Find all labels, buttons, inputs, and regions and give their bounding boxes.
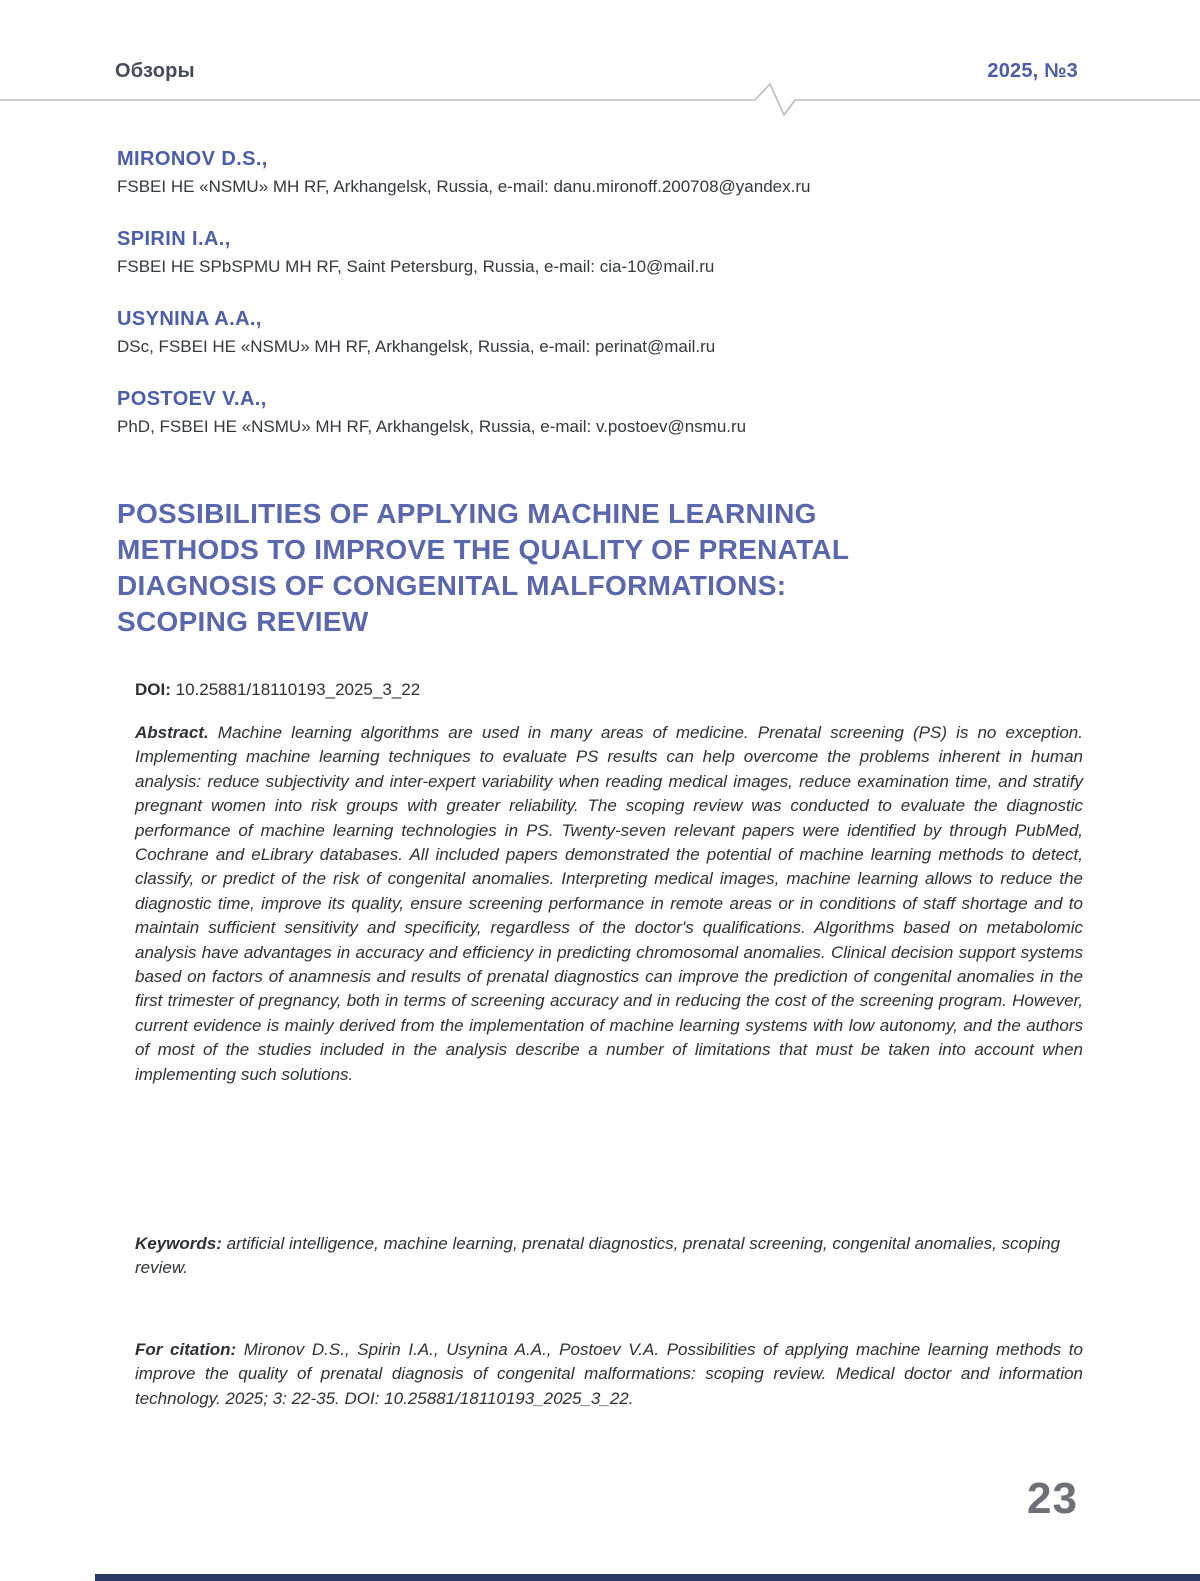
author-entry xyxy=(117,386,1083,439)
article-title-line: METHODS TO IMPROVE THE QUALITY OF PRENATAL xyxy=(117,534,850,565)
author-name: SPIRIN I.A., xyxy=(117,228,231,250)
author-affiliation: DSc, FSBEI HE «NSMU» MH RF, Arkhangelsk, Russia, e-mail: perinat@mail.ru xyxy=(117,337,716,356)
author-affiliation: FSBEI HE SPbSPMU MH RF, Saint Petersburg, Russia, e-mail: cia-10@mail.ru xyxy=(117,257,715,276)
doi-line xyxy=(135,680,420,700)
keywords-paragraph xyxy=(135,1232,1083,1281)
author-name: USYNINA A.A., xyxy=(117,308,262,330)
author-name: POSTOEV V.A., xyxy=(117,388,267,410)
citation-paragraph xyxy=(135,1338,1083,1411)
abstract-paragraph xyxy=(135,721,1083,1087)
heartbeat-divider-line xyxy=(0,80,1200,120)
authors-list xyxy=(117,146,1083,466)
abstract-text: Machine learning algorithms are used in many areas of medicine. Prenatal screening (PS) is no exception. Implementing machine learning techniques to evaluate PS results can help overcome the problems inherent in human analysis: reduce subjectivity and inter-expert variability when reading medical images, reduce examination time, and stratify pregnant women into risk groups with greater reliability. The scoping review was conducted to evaluate the diagnostic performance of machine learning technologies in PS. Twenty-seven relevant papers were identified by through PubMed, Cochrane and eLibrary databases. All included papers demonstrated the potential of machine learning methods to detect, classify, or predict of the risk of congenital anomalies. Interpreting medical images, machine learning allows to reduce the diagnostic time, improve its quality, ensure screening performance in remote areas or in conditions of staff shortage and to maintain sufficient sensitivity and specificity, regardless of the doctor's qualifications. Algorithms based on metabolomic analysis have advantages in accuracy and efficiency in predicting chromosomal anomalies. Clinical decision support systems based on factors of anamnesis and results of prenatal diagnostics can improve the prediction of congenital anomalies in the first trimester of pregnancy, both in terms of screening accuracy and in reducing the cost of the screening program. However, current evidence is mainly derived from the implementation of machine learning systems with low autonomy, and the authors of most of the studies included in the analysis describe a number of limitations that must be taken into account when implementing such solutions. xyxy=(135,723,1083,1084)
article-title-line: SCOPING REVIEW xyxy=(117,606,369,637)
issue-label: 2025, №3 xyxy=(987,60,1078,82)
page-number: 23 xyxy=(1027,1474,1078,1523)
author-name: MIRONOV D.S., xyxy=(117,148,268,170)
article-title-line: POSSIBILITIES OF APPLYING MACHINE LEARNING xyxy=(117,498,817,529)
section-label: Обзоры xyxy=(115,60,195,82)
citation-label: For citation: xyxy=(135,1340,244,1359)
doi-label: DOI: xyxy=(135,680,176,699)
keywords-label: Keywords: xyxy=(135,1234,227,1253)
author-entry xyxy=(117,226,1083,279)
author-entry xyxy=(117,146,1083,199)
keywords-text: artificial intelligence, machine learning, prenatal diagnostics, prenatal screening, congenital anomalies, scoping review. xyxy=(135,1234,1061,1278)
author-affiliation: FSBEI HE «NSMU» MH RF, Arkhangelsk, Russia, e-mail: danu.mironoff.200708@yandex.ru xyxy=(117,177,811,196)
article-title xyxy=(117,496,1017,640)
author-entry xyxy=(117,306,1083,359)
author-affiliation: PhD, FSBEI HE «NSMU» MH RF, Arkhangelsk, Russia, e-mail: v.postoev@nsmu.ru xyxy=(117,417,747,436)
article-title-line: DIAGNOSIS OF CONGENITAL MALFORMATIONS: xyxy=(117,570,787,601)
doi-value: 10.25881/18110193_2025_3_22 xyxy=(175,680,421,699)
footer-accent-bar xyxy=(95,1574,1200,1581)
abstract-label: Abstract. xyxy=(135,723,218,742)
citation-text: Mironov D.S., Spirin I.A., Usynina A.A., Postoev V.A. Possibilities of applying machine learning methods to improve the quality of prenatal diagnosis of congenital malformations: scoping review. Medical doctor and information technology. 2025; 3: 22-35. DOI: 10.25881/18110193_2025_3_22. xyxy=(135,1340,1083,1408)
